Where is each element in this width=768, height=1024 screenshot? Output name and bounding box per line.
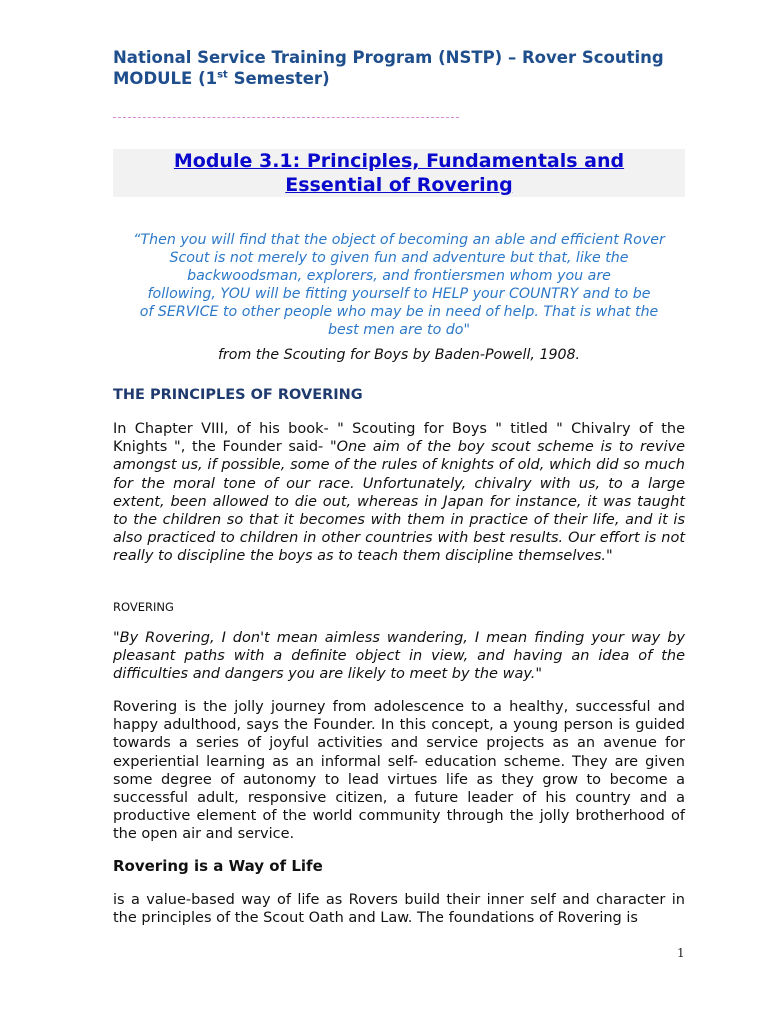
quote-line: of SERVICE to other people who may be in need of help. That is what the bbox=[139, 304, 659, 320]
quote-line: backwoodsman, explorers, and frontiersmen whom you are bbox=[187, 268, 611, 284]
quote-line: “Then you will find that the object of becoming an able and efficient Rover bbox=[133, 232, 665, 248]
way-of-life-heading: Rovering is a Way of Life bbox=[113, 857, 323, 875]
p1-italic-quote: One aim of the boy scout scheme is to revive amongst us, if possible, some of the rules of knights of old, which did so much for the moral tone of our race. Unfortunately, chivalry with us, to a large extent, been allowed to die out, whereas in Japan for instance, it was taught to the children so that it becomes with them in practice of their life, and it is also practiced to children in other countries with best results. Our effort is not really to discipline the boys as to teach them discipline themselves. bbox=[113, 439, 685, 565]
module-superscript: st bbox=[217, 69, 228, 81]
module-semester bbox=[113, 68, 685, 89]
quote-source: from the Scouting for Boys by Baden-Powell, 1908. bbox=[217, 347, 581, 363]
title-line-2: Essential of Rovering bbox=[285, 174, 513, 196]
module-suffix: Semester) bbox=[227, 69, 330, 88]
quote-line: following, YOU will be fitting yourself to HELP your COUNTRY and to be bbox=[147, 286, 651, 302]
title-line-1: Module 3.1: Principles, Fundamentals and bbox=[173, 150, 625, 172]
principles-paragraph bbox=[113, 420, 685, 566]
document-header bbox=[113, 47, 685, 89]
rovering-quote-paragraph: "By Rovering, I don't mean aimless wandering, I mean finding your way by pleasant paths with a definite object in view, and having an idea of the difficulties and dangers you are likely to meet by the way." bbox=[113, 630, 685, 683]
module-prefix: MODULE (1 bbox=[113, 69, 218, 88]
rovering-label: ROVERING bbox=[113, 600, 174, 614]
quote-line: best men are to do" bbox=[328, 322, 470, 338]
p1-plain-text: In Chapter VIII, of his book- " Scouting for Boys " titled " Chivalry of the Knights ", the Founder said- " bbox=[113, 421, 685, 456]
quote-line: Scout is not merely to given fun and adventure but that, like the bbox=[169, 250, 629, 266]
baden-powell-quote bbox=[113, 231, 685, 339]
p1-closing-quote: " bbox=[606, 548, 613, 565]
module-title-box bbox=[113, 149, 685, 197]
page-number: 1 bbox=[677, 946, 685, 960]
principles-heading: THE PRINCIPLES OF ROVERING bbox=[113, 387, 363, 403]
way-of-life-paragraph: is a value-based way of life as Rovers build their inner self and character in the principles of the Scout Oath and Law. The foundations of Rovering is bbox=[113, 892, 685, 927]
header-divider bbox=[113, 117, 459, 118]
rovering-description-paragraph: Rovering is the jolly journey from adolescence to a healthy, successful and happy adulthood, says the Founder. In this concept, a young person is guided towards a series of joyful activities and service projects as an avenue for experiential learning as an informal self- education scheme. They are given some degree of autonomy to lead virtues life as they grow to become a successful adult, responsive citizen, a future leader of his country and a productive element of the world community through the jolly brotherhood of the open air and service. bbox=[113, 699, 685, 843]
module-title-link[interactable] bbox=[174, 150, 624, 196]
program-title: National Service Training Program (NSTP) – Rover Scouting bbox=[113, 48, 664, 67]
